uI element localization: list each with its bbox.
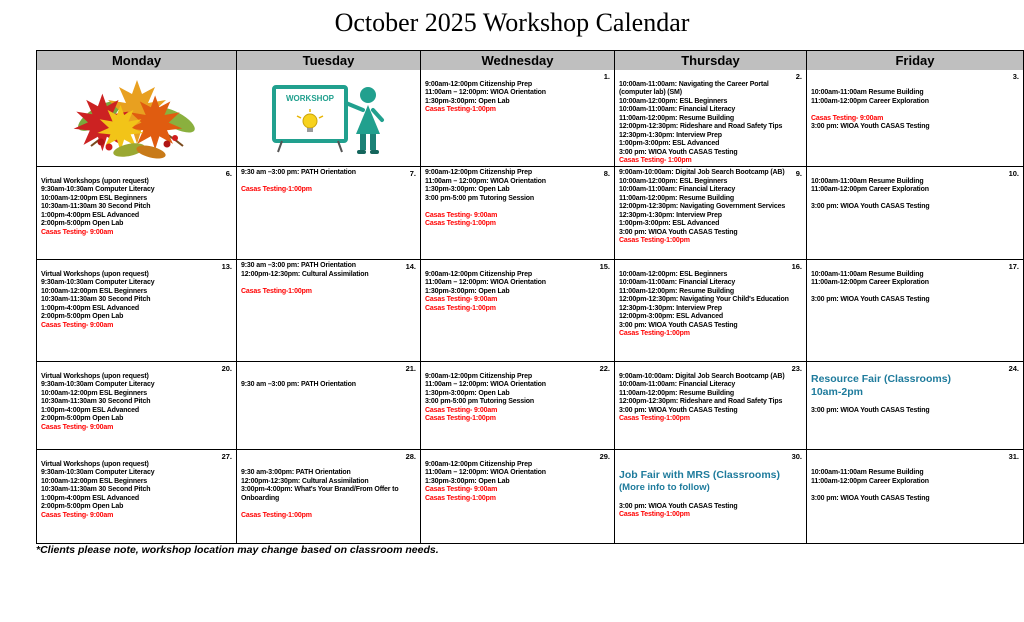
event-line: 10:30am-11:30am 30 Second Pitch (41, 486, 151, 493)
event-line (425, 262, 611, 271)
date-number: 23. (791, 364, 802, 373)
event-line: 12:00pm-12:30pm: Navigating Your Child's Education (619, 296, 789, 303)
event-line: 10:00am-11:00am: Financial Literacy (619, 106, 736, 113)
event-line (41, 452, 233, 461)
event-line: 3:00pm-4:00pm: What's Your Brand/From Offer to Onboarding (241, 486, 399, 502)
event-line: Casas Testing-1:00pm (619, 511, 690, 518)
week-row (37, 362, 1023, 450)
event-line: Job Fair with MRS (Classrooms) (619, 469, 781, 481)
event-line (619, 461, 803, 470)
event-line: 10:00am-11:00am: Financial Literacy (619, 279, 736, 286)
week-row (37, 70, 1023, 167)
calendar-cell (237, 260, 421, 362)
event-line: 10:00am-11:00am Resume Building (811, 89, 924, 96)
event-line: 10am-2pm (811, 385, 863, 398)
event-line: 9:00am-12:00pm Citizenship Prep (425, 460, 532, 468)
date-number: 17. (1008, 262, 1019, 271)
event-line (811, 169, 1020, 178)
event-line: 11:00am-12:00pm Career Exploration (811, 97, 929, 105)
calendar-cell (615, 167, 807, 260)
day-header-thursday: Thursday (615, 51, 807, 71)
calendar-cell (807, 450, 1023, 543)
event-line: 11:00am – 12:00pm: WIOA Orientation (425, 469, 546, 476)
event-line: 10:00am-11:00am Resume Building (811, 469, 924, 476)
calendar-cell (37, 260, 237, 362)
event-line (425, 364, 611, 373)
event-line: 3:00 pm: WIOA Youth CASAS Testing (811, 296, 930, 303)
day-header-row (37, 51, 1023, 70)
event-line: 3:00 pm: WIOA Youth CASAS Testing (619, 228, 738, 236)
event-line: 10:00am-11:00am Resume Building (811, 177, 924, 185)
event-line: 2:00pm-5:00pm Open Lab (41, 503, 124, 510)
event-line: Virtual Workshops (upon request) (41, 270, 149, 278)
date-number: 21. (405, 364, 416, 373)
event-line: 9:30 am-3:00pm: PATH Orientation (241, 469, 351, 476)
event-line: 10:00am-12:00pm: ESL Beginners (619, 97, 728, 105)
event-line: Casas Testing-1:00pm (425, 494, 496, 502)
calendar-cell (615, 450, 807, 543)
event-line: Casas Testing- 9:00am (425, 211, 498, 219)
event-line: 11:00am-12:00pm Career Exploration (811, 186, 929, 193)
day-header-friday: Friday (807, 51, 1023, 71)
event-line: 3:00 pm-5:00 pm Tutoring Session (425, 398, 535, 405)
event-line: 9:00am-10:00am: Digital Job Search Bootcamp (AB) (619, 372, 785, 380)
date-number: 9. (795, 169, 802, 178)
event-line: 11:00am – 12:00pm: WIOA Orientation (425, 177, 546, 185)
event-line: Casas Testing-1:00pm (425, 106, 496, 113)
calendar-cell (421, 362, 615, 450)
week-row (37, 167, 1023, 260)
event-line: 1:00pm-3:00pm: ESL Advanced (619, 140, 720, 147)
date-number: 22. (599, 364, 610, 373)
calendar-cell (37, 167, 237, 260)
event-line: 9:00am-10:00am: Digital Job Search Bootcamp (AB) (619, 169, 785, 176)
date-number: 30. (791, 452, 802, 461)
event-line (811, 452, 1020, 461)
event-line: 1:00pm-4:00pm ESL Advanced (41, 304, 140, 312)
event-line: 1:00pm-4:00pm ESL Advanced (41, 211, 140, 219)
calendar-cell (421, 70, 615, 167)
event-line: 1:30pm-3:00pm: Open Lab (425, 287, 510, 295)
event-line: 1:30pm-3:00pm: Open Lab (425, 477, 510, 485)
week-row (37, 450, 1023, 543)
event-line (811, 288, 1020, 297)
event-line: 11:00am-12:00pm Career Exploration (811, 477, 929, 485)
event-line: Casas Testing- 9:00am (41, 511, 114, 519)
event-line: 9:30am-10:30am Computer Literacy (41, 186, 155, 193)
calendar-cell (237, 70, 421, 167)
footnote: *Clients please note, workshop location may change based on classroom needs. (36, 544, 439, 556)
event-line: 3:00 pm: WIOA Youth CASAS Testing (619, 406, 738, 414)
event-line: 10:00am-12:00pm ESL Beginners (41, 477, 148, 485)
event-line: 1:00pm-3:00pm: ESL Advanced (619, 220, 720, 227)
event-line: Casas Testing-1:00pm (425, 304, 496, 312)
calendar-cell (807, 70, 1023, 167)
event-line (811, 461, 1020, 470)
event-line: 12:30pm-1:30pm: Interview Prep (619, 211, 722, 219)
event-line: 10:30am-11:30am 30 Second Pitch (41, 296, 151, 303)
event-line (241, 373, 417, 382)
calendar-cell (237, 362, 421, 450)
event-line (811, 106, 1020, 115)
event-line: 9:00am-12:00pm Citizenship Prep (425, 80, 532, 88)
event-line: 9:30am-10:30am Computer Literacy (41, 381, 155, 388)
event-line: Casas Testing-1:00pm (425, 415, 496, 422)
event-line (619, 494, 803, 503)
event-line: (More info to follow) (619, 482, 710, 493)
event-line (241, 364, 417, 373)
event-line: Casas Testing- 9:00am (425, 486, 498, 493)
event-line: 10:00am-12:00pm ESL Beginners (41, 389, 148, 397)
event-line: 9:30am-10:30am Computer Literacy (41, 279, 155, 286)
event-line: 11:00am-12:00pm: Resume Building (619, 194, 735, 202)
event-line: 10:00am-11:00am: Financial Literacy (619, 381, 736, 388)
date-number: 31. (1008, 452, 1019, 461)
event-line: 1:30pm-3:00pm: Open Lab (425, 186, 510, 193)
event-line: Casas Testing- 9:00am (811, 114, 884, 122)
event-line: Casas Testing- 9:00am (41, 321, 114, 329)
event-line: 9:30 am –3:00 pm: PATH Orientation (241, 262, 356, 269)
calendar-cell (237, 450, 421, 543)
event-line (241, 461, 417, 470)
event-line: 2:00pm-5:00pm Open Lab (41, 313, 124, 320)
event-line (811, 81, 1020, 90)
event-line: 10:00am-12:00pm ESL Beginners (41, 194, 148, 202)
event-line: 9:30am-10:30am Computer Literacy (41, 469, 155, 476)
event-line: Casas Testing- 9:00am (425, 296, 498, 303)
event-line (41, 262, 233, 271)
event-line: 10:00am-12:00pm ESL Beginners (41, 287, 148, 295)
calendar-cell (615, 70, 807, 167)
event-line: 3:00 pm: WIOA Youth CASAS Testing (619, 321, 738, 329)
day-header-tuesday: Tuesday (237, 51, 421, 71)
event-line: 2:00pm-5:00pm Open Lab (41, 415, 124, 422)
event-line: 10:30am-11:30am 30 Second Pitch (41, 398, 151, 405)
event-line: 12:00pm-12:30pm: Rideshare and Road Safety Tips (619, 398, 783, 405)
event-line (811, 399, 1020, 408)
calendar-cell (237, 167, 421, 260)
event-line: Casas Testing- 9:00am (41, 228, 114, 236)
event-line: 9:00am-12:00pm Citizenship Prep (425, 270, 532, 278)
event-line: Resource Fair (Classrooms) (811, 372, 952, 385)
event-line: 10:00am-11:00am: Navigating the Career Portal (computer lab) (SM) (619, 80, 769, 96)
event-line: Virtual Workshops (upon request) (41, 177, 149, 185)
date-number: 13. (221, 262, 232, 271)
calendar-cell (807, 167, 1023, 260)
day-header-wednesday: Wednesday (421, 51, 615, 71)
event-line (41, 169, 233, 178)
event-line: 3:00 pm-5:00 pm Tutoring Session (425, 194, 535, 202)
calendar-cell (37, 70, 237, 167)
event-line: 2:00pm-5:00pm Open Lab (41, 220, 124, 227)
event-line: 11:00am-12:00pm: Resume Building (619, 389, 735, 397)
event-line (811, 195, 1020, 204)
date-number: 14. (405, 262, 416, 271)
event-line (811, 262, 1020, 271)
date-number: 7. (409, 169, 416, 178)
event-line (41, 364, 233, 373)
event-line: 12:00pm-12:30pm: Rideshare and Road Safety Tips (619, 123, 783, 130)
event-line (619, 452, 803, 461)
week-row (37, 260, 1023, 362)
event-line (241, 452, 417, 461)
event-line (425, 72, 611, 81)
event-line (425, 203, 611, 212)
event-line: Virtual Workshops (upon request) (41, 460, 149, 468)
date-number: 15. (599, 262, 610, 271)
event-line: 3:00 pm: WIOA Youth CASAS Testing (811, 407, 930, 414)
date-number: 8. (603, 169, 610, 178)
event-line: 9:30 am –3:00 pm: PATH Orientation (241, 169, 356, 176)
calendar-cell (807, 362, 1023, 450)
event-line: 1:00pm-4:00pm ESL Advanced (41, 406, 140, 414)
event-line (619, 72, 803, 81)
event-line: 9:30 am –3:00 pm: PATH Orientation (241, 381, 356, 388)
event-line: Casas Testing-1:00pm (619, 415, 690, 422)
date-number: 20. (221, 364, 232, 373)
page-title: October 2025 Workshop Calendar (334, 8, 690, 37)
event-line (241, 503, 417, 512)
calendar-table (36, 50, 1024, 544)
calendar-cell (421, 260, 615, 362)
date-number: 16. (791, 262, 802, 271)
event-line: 3:00 pm: WIOA Youth CASAS Testing (811, 123, 930, 130)
event-line: Casas Testing- 9:00am (41, 423, 114, 431)
calendar-cell (37, 362, 237, 450)
event-line: 10:00am-12:00pm: ESL Beginners (619, 177, 728, 185)
event-line: 10:30am-11:30am 30 Second Pitch (41, 203, 151, 210)
calendar-cell (421, 450, 615, 543)
event-line (619, 262, 803, 271)
date-number: 10. (1008, 169, 1019, 178)
event-line (811, 72, 1020, 81)
event-line: 11:00am-12:00pm: Resume Building (619, 287, 735, 295)
event-line: Casas Testing-1:00pm (619, 330, 690, 337)
event-line: 10:00am-11:00am: Financial Literacy (619, 186, 736, 193)
date-number: 28. (405, 452, 416, 461)
event-line: Casas Testing- 1:00pm (619, 157, 692, 164)
calendar-cell (807, 260, 1023, 362)
date-number: 1. (603, 72, 610, 81)
event-line: 10:00am-11:00am Resume Building (811, 270, 924, 278)
event-line: 1:30pm-3:00pm: Open Lab (425, 389, 510, 397)
date-number: 3. (1012, 72, 1019, 81)
date-number: 29. (599, 452, 610, 461)
event-line: 11:00am-12:00pm: Resume Building (619, 114, 735, 122)
event-line: Casas Testing-1:00pm (241, 511, 312, 519)
event-line (425, 452, 611, 461)
event-line: 10:00am-12:00pm: ESL Beginners (619, 270, 728, 278)
event-line (811, 364, 1020, 373)
autumn-leaves-image (71, 76, 203, 162)
event-line: 11:00am – 12:00pm: WIOA Orientation (425, 279, 546, 286)
date-number: 27. (221, 452, 232, 461)
date-number: 24. (1008, 364, 1019, 373)
event-line: 12:00pm-12:30pm: Cultural Assimilation (241, 270, 369, 278)
event-line: 12:00pm-12:30pm: Cultural Assimilation (241, 477, 369, 485)
event-line: 3:00 pm: WIOA Youth CASAS Testing (619, 148, 738, 156)
calendar-cell (421, 167, 615, 260)
calendar-cell (37, 450, 237, 543)
event-line: 11:00am-12:00pm Career Exploration (811, 279, 929, 286)
event-line: 12:30pm-1:30pm: Interview Prep (619, 304, 722, 312)
event-line: Casas Testing-1:00pm (241, 186, 312, 193)
event-line: Casas Testing-1:00pm (425, 220, 496, 227)
event-line: 12:00pm-3:00pm: ESL Advanced (619, 313, 723, 320)
event-line: 3:00 pm: WIOA Youth CASAS Testing (619, 502, 738, 510)
event-line: 12:30pm-1:30pm: Interview Prep (619, 131, 722, 139)
event-line: Virtual Workshops (upon request) (41, 372, 149, 380)
date-number: 6. (225, 169, 232, 178)
event-line: 11:00am – 12:00pm: WIOA Orientation (425, 89, 546, 96)
calendar-cell (615, 362, 807, 450)
event-line: Casas Testing- 9:00am (425, 406, 498, 414)
event-line (619, 364, 803, 373)
event-line: Casas Testing-1:00pm (241, 287, 312, 295)
event-line (241, 178, 417, 187)
event-line: 1:00pm-4:00pm ESL Advanced (41, 494, 140, 502)
event-line: 12:00pm-12:30pm: Navigating Government Services (619, 203, 786, 210)
svg-text:WORKSHOP: WORKSHOP (286, 94, 334, 103)
workshop-presenter-image (268, 82, 390, 156)
date-number: 2. (795, 72, 802, 81)
event-line: 9:00am-12:00pm Citizenship Prep (425, 372, 532, 380)
event-line: 9:00am-12:00pm Citizenship Prep (425, 169, 532, 176)
event-line: 1:30pm-3:00pm: Open Lab (425, 97, 510, 105)
event-line: 3:00 pm: WIOA Youth CASAS Testing (811, 494, 930, 502)
event-line: 3:00 pm: WIOA Youth CASAS Testing (811, 203, 930, 210)
event-line: Casas Testing-1:00pm (619, 237, 690, 244)
day-header-monday: Monday (37, 51, 237, 71)
event-line: 11:00am – 12:00pm: WIOA Orientation (425, 381, 546, 388)
event-line (811, 486, 1020, 495)
calendar-cell (615, 260, 807, 362)
event-line (241, 279, 417, 288)
